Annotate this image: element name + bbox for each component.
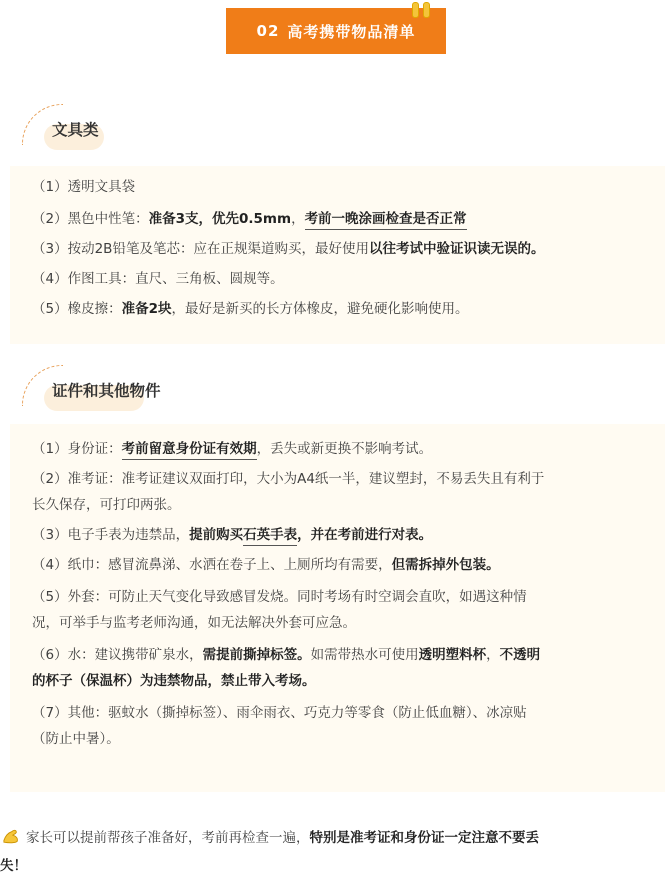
list-item: （3）按动2B铅笔及笔芯：应在正规渠道购买，最好使用以往考试中验证识读无误的。 [32, 241, 545, 257]
list-item-continued: 况，可举手与监考老师沟通，如无法解决外套可应急。 [32, 615, 356, 631]
list-item: （5）外套：可防止天气变化导致感冒发烧。同时考场有时空调会直吹，如遇这种情 [32, 589, 527, 605]
stationery-panel [10, 166, 665, 344]
list-item-continued: 的杯子（保温杯）为违禁物品，禁止带入考场。 [32, 673, 316, 689]
list-item: （1）身份证：考前留意身份证有效期，丢失或新更换不影响考试。 [32, 436, 657, 462]
banner-number: 02 [256, 22, 280, 40]
list-item: （4）纸巾：感冒流鼻涕、水洒在卷子上、上厕所均有需要，但需拆掉外包装。 [32, 557, 500, 573]
list-item: （4）作图工具：直尺、三角板、圆规等。 [32, 271, 284, 287]
section-heading-documents [22, 365, 322, 415]
list-item: （3）电子手表为违禁品，提前购买石英手表，并在考前进行对表。 [32, 522, 657, 548]
list-item: （7）其他：驱蚊水（撕掉标签）、雨伞雨衣、巧克力等零食（防止低血糖）、冰凉贴 [32, 705, 527, 721]
section-title: 证件和其他物件 [52, 382, 161, 400]
binder-ring-icon [423, 2, 430, 18]
section-heading-stationery [22, 104, 322, 154]
list-item: （6）水：建议携带矿泉水，需提前撕掉标签。如需带热水可使用透明塑料杯，不透明 [32, 647, 541, 663]
section-banner [226, 8, 446, 54]
banner-title: 高考携带物品清单 [287, 22, 416, 41]
list-item: （1）透明文具袋 [32, 179, 136, 195]
list-item: （5）橡皮擦：准备2块，最好是新买的长方体橡皮，避免硬化影响使用。 [32, 301, 469, 317]
binder-ring-icon [412, 2, 419, 18]
list-item-continued: 长久保存，可打印两张。 [32, 497, 181, 513]
list-item: （2）黑色中性笔：准备3支，优先0.5mm，考前一晚涂画检查是否正常 [32, 206, 657, 232]
documents-panel [10, 424, 665, 792]
list-item-continued: （防止中暑）。 [32, 731, 120, 747]
list-item: （2）准考证：准考证建议双面打印，大小为A4纸一半，建议塑封，不易丢失且有利于 [32, 471, 545, 487]
tip-line-continued: 失！ [0, 858, 27, 874]
parent-tip [0, 824, 665, 880]
flexed-arm-icon [2, 828, 20, 844]
section-title: 文具类 [52, 121, 99, 139]
tip-line: 家长可以提前帮孩子准备好，考前再检查一遍，特别是准考证和身份证一定注意不要丢 [0, 824, 665, 852]
